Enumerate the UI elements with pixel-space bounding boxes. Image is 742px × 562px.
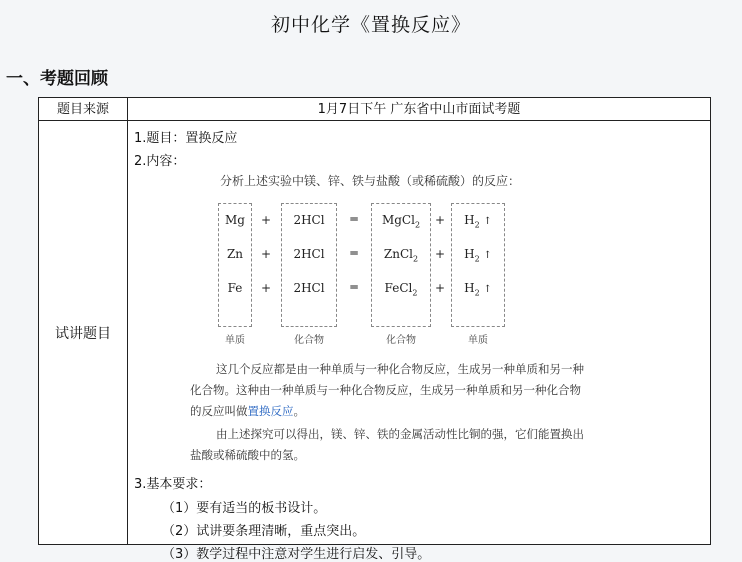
page-title: 初中化学《置换反应》: [270, 14, 471, 36]
paragraph-line: 盐酸或稀硫酸中的氢。: [190, 448, 305, 462]
gas-text: H: [464, 247, 475, 261]
table-content-row: [39, 121, 711, 545]
analysis-intro: 分析上述实验中镁、锌、铁与盐酸（或稀硫酸）的反应：: [220, 174, 521, 188]
acid-formula: 2HCl: [293, 247, 325, 261]
salt-formula: [371, 281, 431, 297]
paragraph-text: 。: [293, 404, 305, 418]
paragraph-line: 化合物。这种由一种单质与一种化合物反应，生成另一种单质和另一种化合物: [190, 383, 581, 397]
column-label: 化合物: [294, 335, 324, 346]
salt-text: FeCl: [384, 281, 413, 295]
column-label: 单质: [468, 335, 488, 346]
equals-sign: ═: [350, 246, 358, 260]
acid-formula: 2HCl: [293, 213, 325, 227]
item-title: 1.题目：置换反应: [134, 131, 238, 146]
requirement-item: （3）教学过程中注意对学生进行启发、引导。: [162, 547, 431, 562]
plus-sign: +: [434, 247, 446, 261]
subscript: 2: [474, 220, 480, 230]
gas-arrow-icon: ↑: [483, 216, 492, 227]
item-requirements-label: 3.基本要求：: [134, 477, 212, 492]
source-label-cell: 题目来源: [39, 98, 128, 121]
gas-arrow-icon: ↑: [483, 250, 492, 261]
subscript: 2: [414, 220, 421, 230]
paragraph-line: 由上述探究可以得出，镁、锌、铁的金属活动性比铜的强，它们能置换出: [216, 427, 584, 441]
requirement-item: （1）要有适当的板书设计。: [162, 501, 327, 516]
subscript: 2: [412, 288, 418, 298]
gas-formula: [451, 247, 505, 263]
subscript: 2: [474, 288, 480, 298]
plus-sign: +: [260, 247, 272, 261]
salt-formula: [371, 247, 431, 263]
section-heading: 一、考题回顾: [6, 69, 108, 89]
topic-label-cell: 试讲题目: [39, 121, 128, 545]
paragraph-line: [190, 401, 305, 422]
gas-arrow-icon: ↑: [483, 284, 492, 295]
plus-sign: +: [260, 213, 272, 227]
gas-formula: [451, 281, 505, 297]
equals-sign: ═: [350, 280, 358, 294]
metal-formula: Zn: [226, 247, 244, 261]
equals-sign: ═: [350, 212, 358, 226]
column-label: 化合物: [386, 335, 416, 346]
table-header-row: [39, 98, 711, 121]
subscript: 2: [474, 254, 480, 264]
item-content-label: 2.内容：: [134, 154, 186, 169]
term-highlight: 置换反应: [247, 404, 294, 418]
acid-formula: 2HCl: [293, 281, 325, 295]
subscript: 2: [413, 254, 419, 264]
plus-sign: +: [434, 281, 446, 295]
salt-formula: [371, 213, 431, 229]
gas-text: H: [464, 281, 475, 295]
requirement-item: （2）试讲要条理清晰，重点突出。: [162, 524, 366, 539]
exam-table: [38, 97, 711, 562]
salt-text: MgCl: [381, 213, 415, 227]
topic-content-cell: [128, 121, 711, 562]
salt-text: ZnCl: [383, 247, 413, 261]
source-value-cell: 1月7日下午 广东省中山市面试考题: [128, 98, 711, 121]
metal-formula: Fe: [227, 281, 243, 295]
plus-sign: +: [260, 281, 272, 295]
paragraph-text: 的反应叫做: [190, 404, 248, 418]
gas-text: H: [464, 213, 475, 227]
column-label: 单质: [225, 335, 245, 346]
plus-sign: +: [434, 213, 446, 227]
metal-formula: Mg: [225, 213, 245, 227]
paragraph-line: 这几个反应都是由一种单质与一种化合物反应，生成另一种单质和另一种: [216, 362, 584, 376]
gas-formula: [451, 213, 505, 229]
